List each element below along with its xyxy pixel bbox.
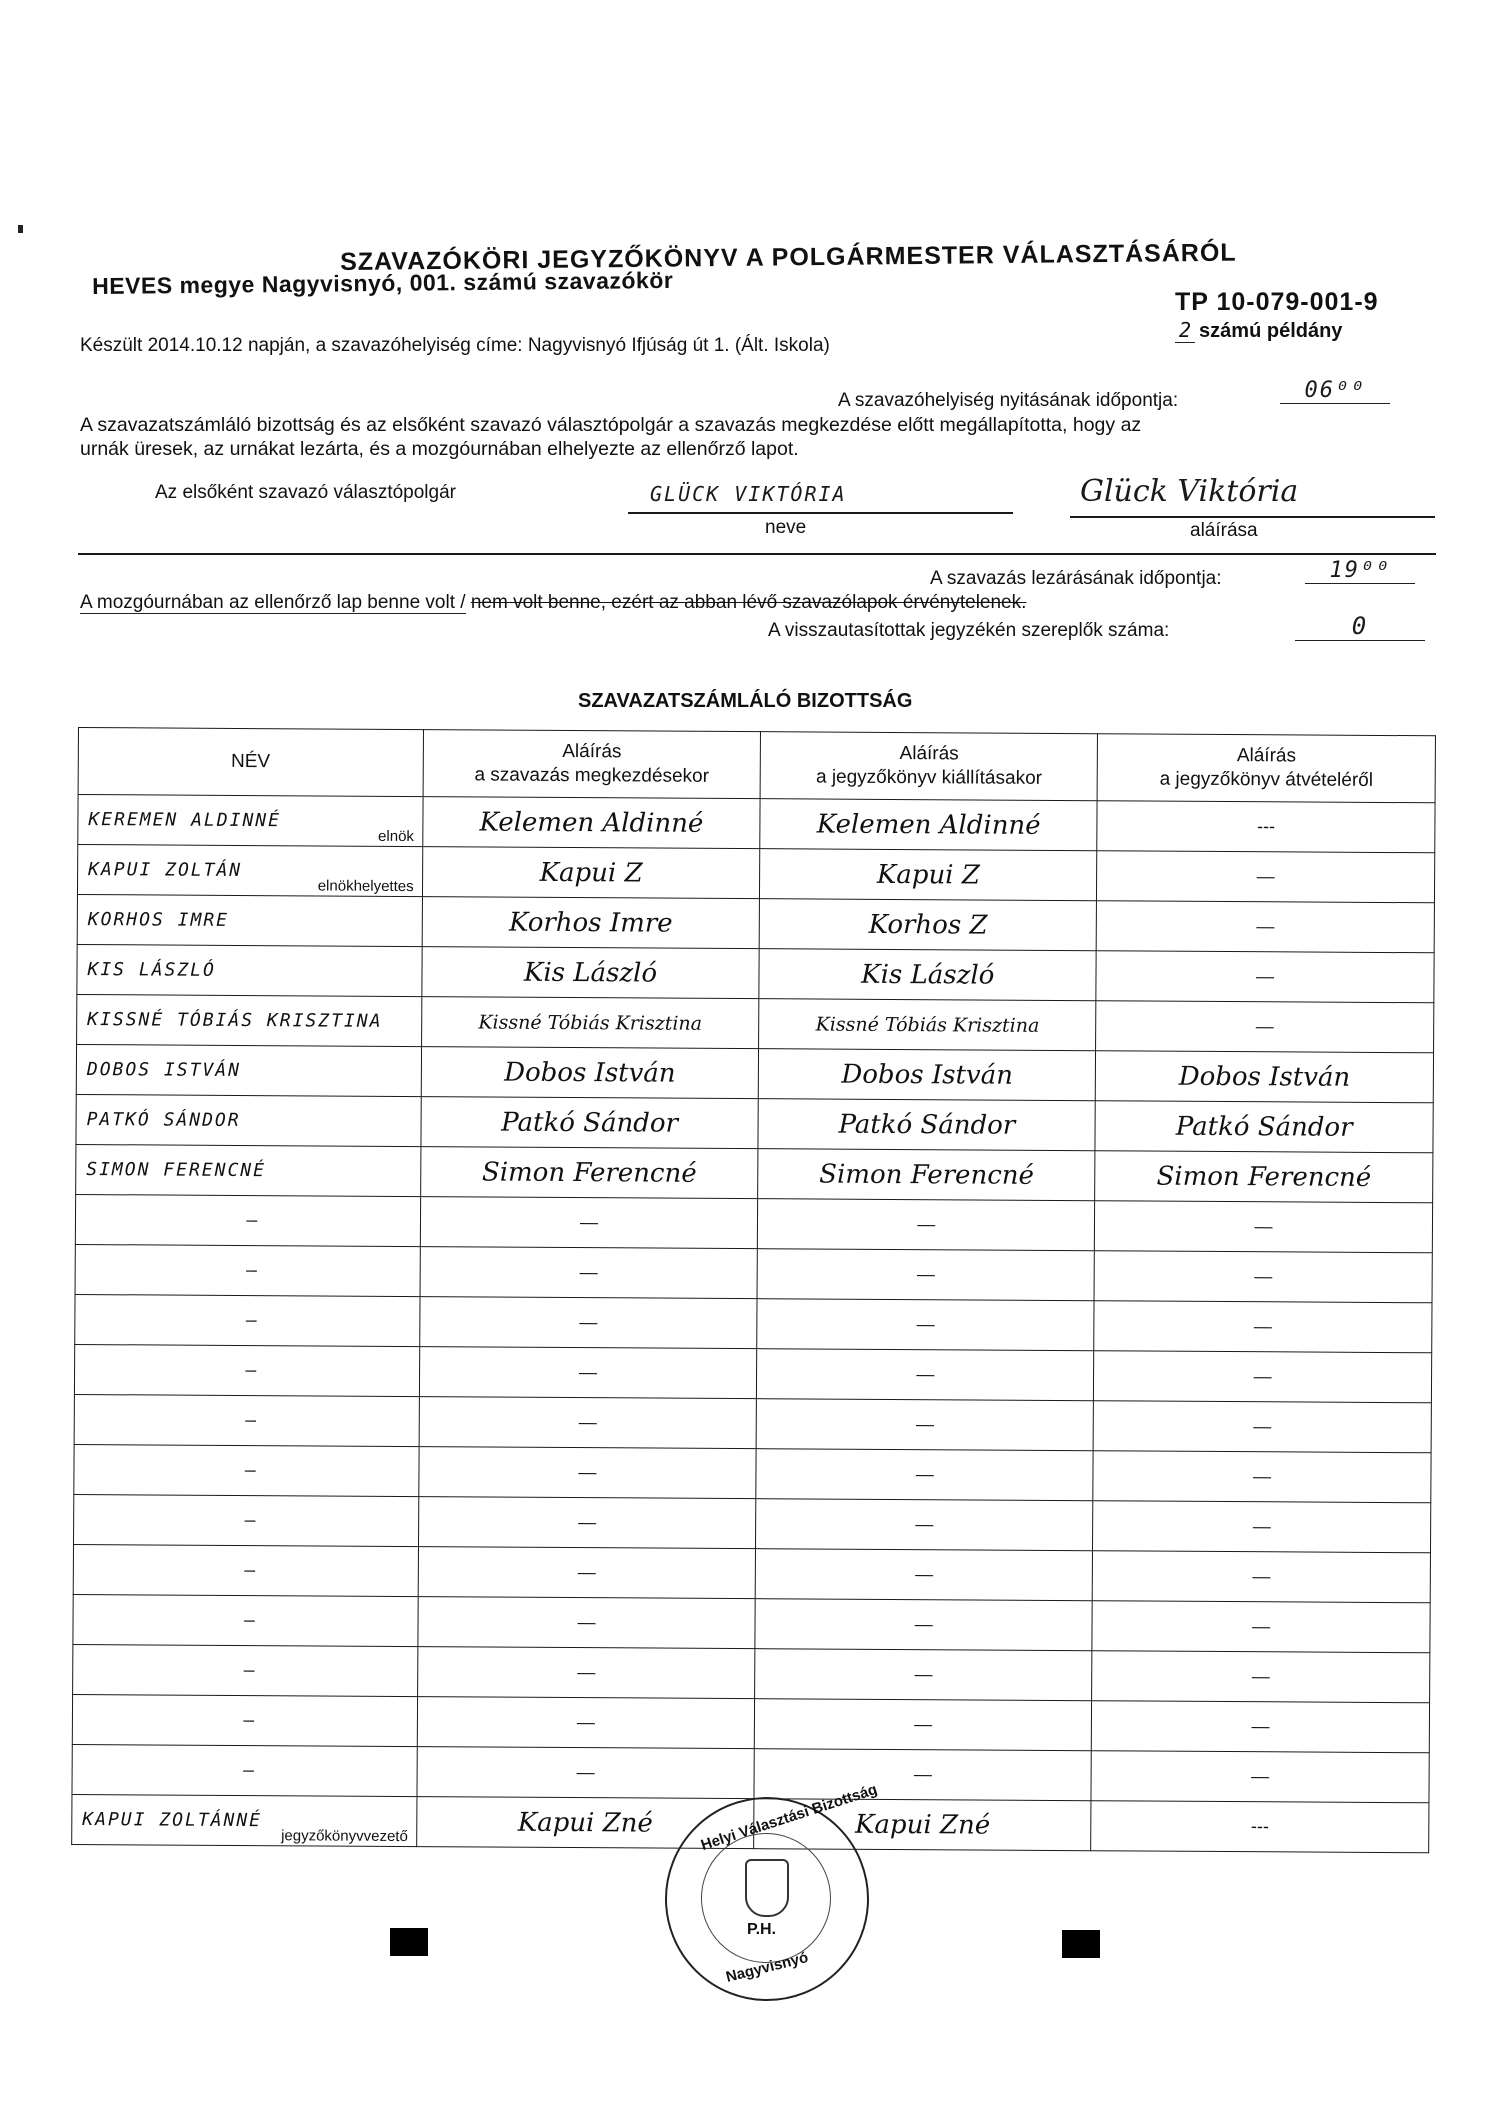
first-voter-name-line — [628, 512, 1013, 514]
first-voter-signature-caption: aláírása — [1190, 520, 1258, 541]
table-row — [73, 1594, 1430, 1652]
signature-cell-2: — — [754, 1749, 1091, 1801]
signature-cell-3: Simon Ferencné — [1095, 1151, 1433, 1203]
member-name-cell — [72, 1794, 417, 1846]
committee-title: SZAVAZATSZÁMLÁLÓ BIZOTTSÁG — [578, 690, 913, 712]
opening-time-label: A szavazóhelyiség nyitásának időpontja: — [838, 390, 1179, 411]
table-row — [72, 1694, 1429, 1752]
signature-cell-2: — — [758, 1199, 1095, 1251]
first-voter-signature-line — [1070, 516, 1435, 518]
copy-number-value: 2 — [1175, 318, 1195, 343]
document-title: SZAVAZÓKÖRI JEGYZŐKÖNYV A POLGÁRMESTER VÁLASZTÁSÁRÓL — [340, 238, 1237, 276]
signature-cell-3: — — [1094, 1251, 1432, 1303]
member-name-cell — [73, 1594, 418, 1646]
member-role: elnökhelyettes — [317, 877, 414, 896]
column-header-3: Aláírás a jegyzőkönyv átvételéről — [1097, 734, 1435, 803]
member-name-cell — [76, 1044, 421, 1096]
member-name-cell — [72, 1744, 417, 1796]
signature-cell-3: — — [1092, 1651, 1430, 1703]
district-line: HEVES megye Nagyvisnyó, 001. számú szavazókör — [92, 266, 674, 299]
member-name: KISSNÉ TÓBIÁS KRISZTINA — [87, 1009, 383, 1032]
signature-cell-1: — — [417, 1647, 755, 1699]
member-name-cell — [74, 1494, 419, 1546]
signature-cell-3: — — [1095, 1201, 1433, 1253]
member-name-cell — [74, 1444, 419, 1496]
signature-cell-3: — — [1096, 951, 1434, 1003]
member-name-cell — [75, 1244, 420, 1296]
signature-cell-1: — — [420, 1197, 758, 1249]
table-row — [76, 1044, 1433, 1102]
signature-cell-1: Kapui Z — [422, 847, 760, 899]
signature-cell-1: Kapui Zné — [416, 1797, 754, 1849]
signature-cell-2: — — [757, 1399, 1094, 1451]
member-name: SIMON FERENCNÉ — [86, 1159, 267, 1182]
table-row — [76, 1144, 1433, 1202]
signature-cell-3: — — [1092, 1551, 1430, 1603]
column-header-1: Aláírás a szavazás megkezdésekor — [423, 730, 761, 799]
member-role: elnök — [378, 827, 414, 846]
committee-table — [71, 727, 1436, 1853]
closing-time-value: 19⁰⁰ — [1305, 558, 1415, 584]
table-row — [78, 795, 1435, 853]
first-voter-signature: Glück Viktória — [1080, 474, 1299, 509]
member-name: — — [242, 1760, 256, 1782]
signature-cell-2: Kapui Zné — [754, 1799, 1091, 1851]
signature-cell-3: — — [1096, 1001, 1434, 1053]
signature-cell-1: — — [419, 1397, 757, 1449]
table-row — [72, 1744, 1429, 1802]
signature-cell-2: — — [756, 1499, 1093, 1551]
signature-cell-3: — — [1091, 1751, 1429, 1803]
signature-cell-2: — — [756, 1549, 1093, 1601]
signature-cell-1: Patkó Sándor — [421, 1097, 759, 1149]
member-name-cell — [77, 845, 422, 897]
opening-statement-2: urnák üresek, az urnákat lezárta, és a mozgóurnában elhelyezte az ellenőrző lapot. — [80, 438, 799, 460]
table-header-row — [78, 728, 1435, 803]
table-row — [75, 1244, 1432, 1302]
rejected-count-label: A visszautasítottak jegyzékén szereplők száma: — [768, 620, 1170, 641]
signature-cell-2: Simon Ferencné — [758, 1149, 1095, 1201]
member-name: DOBOS ISTVÁN — [86, 1059, 242, 1082]
section-divider-top — [78, 553, 1436, 555]
signature-cell-1: Kelemen Aldinné — [422, 797, 760, 849]
signature-cell-1: — — [418, 1447, 756, 1499]
opening-time-value: 06⁰⁰ — [1280, 378, 1390, 404]
signature-cell-2: Korhos Z — [760, 899, 1097, 951]
signature-cell-2: Dobos István — [759, 1049, 1096, 1101]
signature-cell-1: Korhos Imre — [422, 897, 760, 949]
member-name-cell — [75, 1294, 420, 1346]
signature-cell-1: Dobos István — [421, 1047, 759, 1099]
member-name: — — [245, 1360, 259, 1382]
signature-cell-1: — — [420, 1247, 758, 1299]
table-row — [77, 894, 1434, 952]
rejected-count-value: 0 — [1295, 612, 1425, 641]
signature-cell-3: — — [1093, 1401, 1431, 1453]
signature-cell-2: — — [755, 1699, 1092, 1751]
member-name-cell — [74, 1394, 419, 1446]
table-row — [74, 1344, 1431, 1402]
signature-cell-1: — — [417, 1597, 755, 1649]
prepared-line: Készült 2014.10.12 napján, a szavazóhelyiség címe: Nagyvisnyó Ifjúság út 1. (Ált. Iskola) — [80, 335, 830, 356]
signature-cell-2: Kis László — [759, 949, 1096, 1001]
member-name-cell — [77, 894, 422, 946]
signature-cell-2: Kapui Z — [760, 849, 1097, 901]
signature-cell-3: Patkó Sándor — [1095, 1101, 1433, 1153]
table-row — [73, 1544, 1430, 1602]
member-name-cell — [78, 795, 423, 847]
signature-cell-1: Kis László — [421, 947, 759, 999]
scan-speck — [18, 225, 23, 233]
table-row — [77, 994, 1434, 1052]
signature-cell-1: — — [418, 1497, 756, 1549]
member-name: — — [243, 1660, 257, 1682]
column-header-2: Aláírás a jegyzőkönyv kiállításakor — [760, 732, 1097, 801]
signature-cell-3: — — [1094, 1301, 1432, 1353]
signature-cell-2: — — [757, 1249, 1094, 1301]
member-name: — — [245, 1260, 259, 1282]
member-name-cell — [77, 994, 422, 1046]
signature-cell-3: Dobos István — [1095, 1051, 1433, 1103]
member-name-cell — [75, 1194, 420, 1246]
signature-cell-1: Kissné Tóbiás Krisztina — [421, 997, 759, 1049]
stamp-ph: P.H. — [747, 1921, 777, 1938]
first-voter-label: Az elsőként szavazó választópolgár — [155, 482, 456, 503]
signature-cell-3: — — [1091, 1701, 1429, 1753]
member-name: — — [243, 1710, 257, 1732]
official-stamp — [665, 1780, 880, 2001]
member-name: KORHOS IMRE — [87, 909, 230, 931]
copy-number-label: számú példány — [1199, 320, 1343, 342]
table-row — [74, 1444, 1431, 1502]
signature-cell-2: — — [756, 1449, 1093, 1501]
member-name: — — [246, 1210, 260, 1232]
member-name-cell — [72, 1694, 417, 1746]
table-row — [75, 1194, 1432, 1252]
table-row — [76, 1094, 1433, 1152]
mobile-urn-prefix: A mozgóurnában az ellenőrző lap benne volt / — [80, 592, 466, 613]
mobile-urn-statement — [80, 592, 1026, 614]
opening-statement-1: A szavazatszámláló bizottság és az elsőként szavazó választópolgár a szavazás megkezdése előtt megállapította, hogy az — [80, 414, 1142, 436]
signature-cell-2: — — [757, 1349, 1094, 1401]
registration-mark-right — [1062, 1930, 1100, 1958]
signature-cell-3: — — [1094, 1351, 1432, 1403]
member-name-cell — [76, 1144, 421, 1196]
table-row — [77, 944, 1434, 1002]
coat-of-arms-icon — [745, 1859, 789, 1917]
table-row — [74, 1394, 1431, 1452]
signature-cell-1: — — [417, 1697, 755, 1749]
member-name-cell — [73, 1544, 418, 1596]
signature-cell-3: — — [1093, 1501, 1431, 1553]
stamp-text-bottom: Nagyvisnyó — [724, 1949, 811, 1986]
signature-cell-3: — — [1093, 1451, 1431, 1503]
table-row — [77, 845, 1434, 903]
signature-cell-1: — — [417, 1747, 755, 1799]
member-name: — — [243, 1610, 257, 1632]
column-header-0: NÉV — [78, 728, 423, 797]
copy-number — [1175, 318, 1342, 343]
member-name: — — [244, 1460, 258, 1482]
signature-cell-1: — — [418, 1547, 756, 1599]
member-name: — — [244, 1560, 258, 1582]
signature-cell-2: — — [755, 1599, 1092, 1651]
first-voter-name-caption: neve — [765, 517, 807, 538]
member-name-cell — [74, 1344, 419, 1396]
table-row — [75, 1294, 1432, 1352]
mobile-urn-struck-text: nem volt benne, ezért az abban lévő szavazólapok érvénytelenek. — [470, 592, 1027, 613]
signature-cell-2: — — [755, 1649, 1092, 1701]
signature-cell-3: --- — [1091, 1801, 1429, 1853]
signature-cell-3: — — [1096, 901, 1434, 953]
signature-cell-2: — — [757, 1299, 1094, 1351]
member-role: jegyzőkönyvvezető — [281, 1827, 408, 1846]
signature-cell-2: Kelemen Aldinné — [760, 799, 1097, 851]
member-name-cell — [76, 1094, 421, 1146]
member-name: — — [245, 1410, 259, 1432]
member-name: PATKÓ SÁNDOR — [86, 1109, 241, 1132]
signature-cell-1: — — [419, 1297, 757, 1349]
signature-cell-3: — — [1097, 851, 1435, 903]
signature-cell-1: Simon Ferencné — [420, 1147, 758, 1199]
closing-time-label: A szavazás lezárásának időpontja: — [930, 568, 1222, 589]
registration-mark-left — [390, 1928, 428, 1956]
member-name: — — [245, 1310, 259, 1332]
member-name-cell — [77, 944, 422, 996]
stamp-text-top: Helyi Választási Bizottság — [698, 1780, 880, 1855]
member-name: KEREMEN ALDINNÉ — [88, 809, 282, 832]
signature-cell-1: — — [419, 1347, 757, 1399]
first-voter-name: GLÜCK VIKTÓRIA — [650, 482, 847, 506]
document-code: TP 10-079-001-9 — [1175, 288, 1379, 316]
member-name: KAPUI ZOLTÁNNÉ — [82, 1809, 263, 1832]
member-name-cell — [73, 1644, 418, 1696]
signature-cell-3: — — [1092, 1601, 1430, 1653]
member-name: KIS LÁSZLÓ — [87, 959, 216, 981]
table-row — [73, 1644, 1430, 1702]
table-row — [74, 1494, 1431, 1552]
signature-cell-3: --- — [1097, 801, 1435, 853]
signature-cell-2: Patkó Sándor — [758, 1099, 1095, 1151]
member-name: — — [244, 1510, 258, 1532]
member-name: KAPUI ZOLTÁN — [88, 859, 243, 882]
signature-cell-2: Kissné Tóbiás Krisztina — [759, 999, 1096, 1051]
